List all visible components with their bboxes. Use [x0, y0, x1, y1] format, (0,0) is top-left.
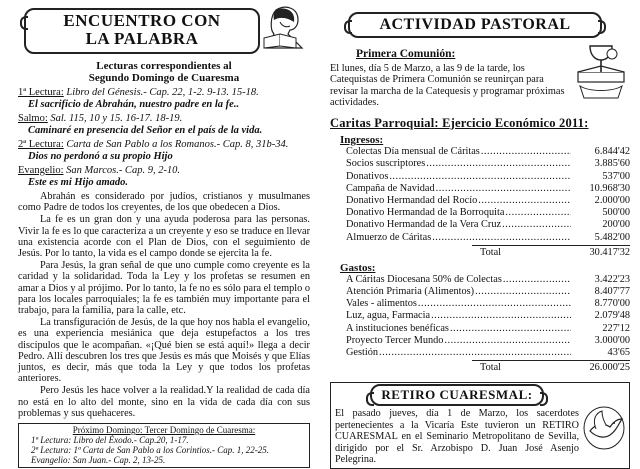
leader-dots [478, 195, 571, 207]
primera-comunion-title: Primera Comunión: [356, 48, 456, 60]
ingresos-list [330, 146, 630, 244]
ingreso-row [330, 195, 630, 207]
ingreso-row [330, 171, 630, 183]
ingreso-row [330, 219, 630, 231]
paragraph-5: Pero Jesús les hace volver a la realidad.Y la realidad de cada día no está en lo alto del monte, sino en la vida de cada día con sus problemas y sus quehaceres. [18, 385, 310, 419]
gasto-row [330, 286, 630, 298]
ingreso-row [330, 158, 630, 170]
ingreso-amount: 500'00 [602, 207, 630, 219]
ingreso-amount: 200'00 [602, 219, 630, 231]
gasto-amount: 3.000'00 [594, 334, 630, 346]
next-reading-2: 2ª Lectura: 1ª Carta de San Pablo a los Corintios.- Cap. 1, 22-25. [31, 445, 269, 456]
dove-icon [582, 405, 626, 451]
ingreso-row [330, 183, 630, 195]
leader-dots [450, 323, 571, 335]
gasto-label: A instituciones benéficas [346, 322, 449, 334]
reflection-text [18, 191, 310, 419]
gastos-heading: Gastos: [340, 261, 376, 274]
ingreso-amount: 6.844'42 [594, 146, 630, 158]
gospel: Evangelio: San Marcos.- Cap. 9, 2-10. Este es mi Hijo amado. [18, 165, 310, 188]
reading-woman-icon [258, 4, 308, 52]
psalm: Salmo: Sal. 115, 10 y 15. 16-17. 18-19. Caminaré en presencia del Señor en el país de la vida. [18, 113, 310, 136]
retiro-box [330, 382, 630, 469]
gasto-amount: 43'65 [607, 347, 630, 359]
leader-dots [481, 146, 571, 158]
reading-1-theme: El sacrificio de Abrahán, nuestro padre en la fe.. [28, 98, 240, 110]
gasto-row [330, 323, 630, 335]
ingreso-label: Donativo Hermandad de la Vera Cruz [346, 219, 502, 231]
primera-comunion-text: El lunes, día 5 de Marzo, a las 9 de la tarde, los Catequistas de Primera Comunión se reunirçan para revisar la marcha de la Catequesis y programar próximas actividades. [330, 63, 565, 108]
next-sunday-box [18, 423, 310, 468]
gastos-total: Total 26.000'25 [330, 360, 630, 374]
gastos-list [330, 274, 630, 359]
banner-line-2: LA PALABRA [85, 29, 199, 48]
gasto-row [330, 347, 630, 359]
ingreso-label: Donativo Hermandad de la Borroquita [346, 207, 505, 219]
ingreso-label: Socios suscriptores [346, 158, 426, 170]
ingreso-label: Almuerzo de Cáritas [346, 231, 432, 243]
next-sunday-title: Próximo Domingo: Tercer Domingo de Cuaresma: [72, 425, 256, 436]
ingreso-amount: 537'00 [602, 170, 630, 182]
ingreso-label: Colectas Día mensual de Cáritas [346, 146, 480, 158]
gasto-amount: 2.079'48 [594, 310, 630, 322]
ingreso-amount: 10.968'30 [589, 182, 630, 194]
gasto-label: A Cáritas Diocesana 50% de Colectas [346, 273, 502, 285]
leader-dots [432, 232, 571, 244]
psalm-theme: Caminaré en presencia del Señor en el país de la vida. [28, 124, 263, 136]
gasto-row [330, 298, 630, 310]
reading-2-theme: Dios no perdonó a su propio Hijo [28, 150, 173, 162]
paragraph-3: Para Jesús, la gran señal de que uno cumple como creyente es la caridad y la solidaridad. Toda la Ley y los profetas se resumen en amar a Dios y al prójimo. Por lo tanto, la fe no es sólo para el templo o para los locales parroquiales; la fe es también muy importante para el trabajo, para la familia, para la calle, etc. [18, 260, 310, 317]
gasto-row [330, 335, 630, 347]
ingreso-label: Campaña de Navidad [346, 182, 435, 194]
paragraph-2: La fe es un gran don y una ayuda poderosa para las personas. Vivir la fe es lo que caracteriza a un creyente y eso se traduce en llevar una existencia acorde con el Plan de Dios, con el seguimiento de Jesús. Por lo tanto, la vida es el campo donde se ejercita la fe. [18, 214, 310, 260]
leader-dots [436, 183, 571, 195]
next-reading-1: 1ª Lectura: Libro del Éxodo.- Cap.20, 1-17. [31, 435, 189, 446]
gasto-row [330, 274, 630, 286]
ingreso-label: Donativo Hermandad del Rocío [346, 195, 478, 206]
right-column [330, 0, 630, 469]
ingreso-label: Donativos [346, 170, 389, 182]
readings-title: Lecturas correspondientes al Segundo Domingo de Cuaresma [88, 60, 240, 84]
left-column [18, 0, 310, 468]
gasto-label: Vales - alimentos [346, 298, 417, 310]
gasto-row [330, 310, 630, 322]
next-gospel: Evangelio: San Juan.- Cap. 2, 13-25. [31, 455, 166, 466]
gasto-label: Atención Primaria (Alimentos) [346, 286, 475, 298]
leader-dots [502, 219, 571, 231]
leader-dots [475, 286, 571, 298]
gasto-label: Proyecto Tercer Mundo [346, 334, 444, 346]
actividad-pastoral-banner: ACTIVIDAD PASTORAL [348, 12, 602, 38]
ingreso-amount: 5.482'00 [594, 231, 630, 243]
reading-1: 1ª Lectura: Libro del Génesis.- Cap. 22, 1-2. 9-13. 15-18. El sacrificio de Abrahán, nuestro padre en la fe.. [18, 87, 310, 110]
ingreso-row [330, 207, 630, 219]
leader-dots [426, 158, 571, 170]
gasto-amount: 227'12 [602, 322, 630, 334]
paragraph-4: La transfiguración de Jesús, de la que hoy nos habla el evangelio, es una experiencia mesiánica que deja estupefactos a los tres discípulos que le acompañan. «¡Qué bien se está aquí!» llega a decir Pedro. Allí descubren los tres que Jesús es más que Moisés y que Elías juntos, es decir, más que toda la Ley y que todos los profetas anteriores. [18, 317, 310, 385]
chalice-icon [574, 42, 628, 100]
retiro-banner: RETIRO CUARESMAL: [370, 384, 544, 406]
ingreso-amount: 3.885'60 [594, 158, 630, 170]
leader-dots [379, 347, 571, 359]
paragraph-1: Abrahán es considerado por judíos, cristianos y musulmanes como Padre de todos los creyentes, de los que obedecen a Dios. [18, 191, 310, 214]
ingreso-row [330, 146, 630, 158]
gospel-theme: Este es mi Hijo amado. [28, 176, 129, 188]
ingresos-total: Total 30.417'32 [330, 245, 630, 259]
gasto-amount: 3.422'23 [594, 273, 630, 285]
leader-dots [418, 298, 571, 310]
gasto-label: Gestión [346, 347, 379, 359]
leader-dots [444, 335, 571, 347]
reading-2: 2ª Lectura: Carta de San Pablo a los Romanos.- Cap. 8, 31b-34. Dios no perdonó a su propio Hijo [18, 139, 310, 162]
leader-dots [431, 310, 571, 322]
gasto-amount: 8.407'77 [594, 286, 630, 298]
leader-dots [389, 171, 571, 183]
ingreso-row [330, 232, 630, 244]
encuentro-banner [24, 8, 260, 54]
ingresos-heading: Ingresos: [340, 134, 384, 147]
leader-dots [503, 274, 571, 286]
ingreso-amount: 2.000'00 [594, 195, 630, 206]
gasto-amount: 8.770'00 [594, 298, 630, 310]
retiro-text: El pasado jueves, día 1 de Marzo, los sacerdotes pertenecientes a la Vicaría Este tuvieron un RETIRO CUARESMAL en el Seminario Metropolitano de Sevilla, dirigido por el Sr. Arzobispo D. Juan José Asenjo Pelegrina. [335, 408, 579, 466]
caritas-title: Caritas Parroquial: Ejercicio Económico 2011: [330, 116, 589, 131]
banner-line-1: ENCUENTRO CON [63, 11, 221, 30]
gasto-label: Luz, agua, Farmacia [346, 310, 431, 322]
leader-dots [505, 207, 571, 219]
